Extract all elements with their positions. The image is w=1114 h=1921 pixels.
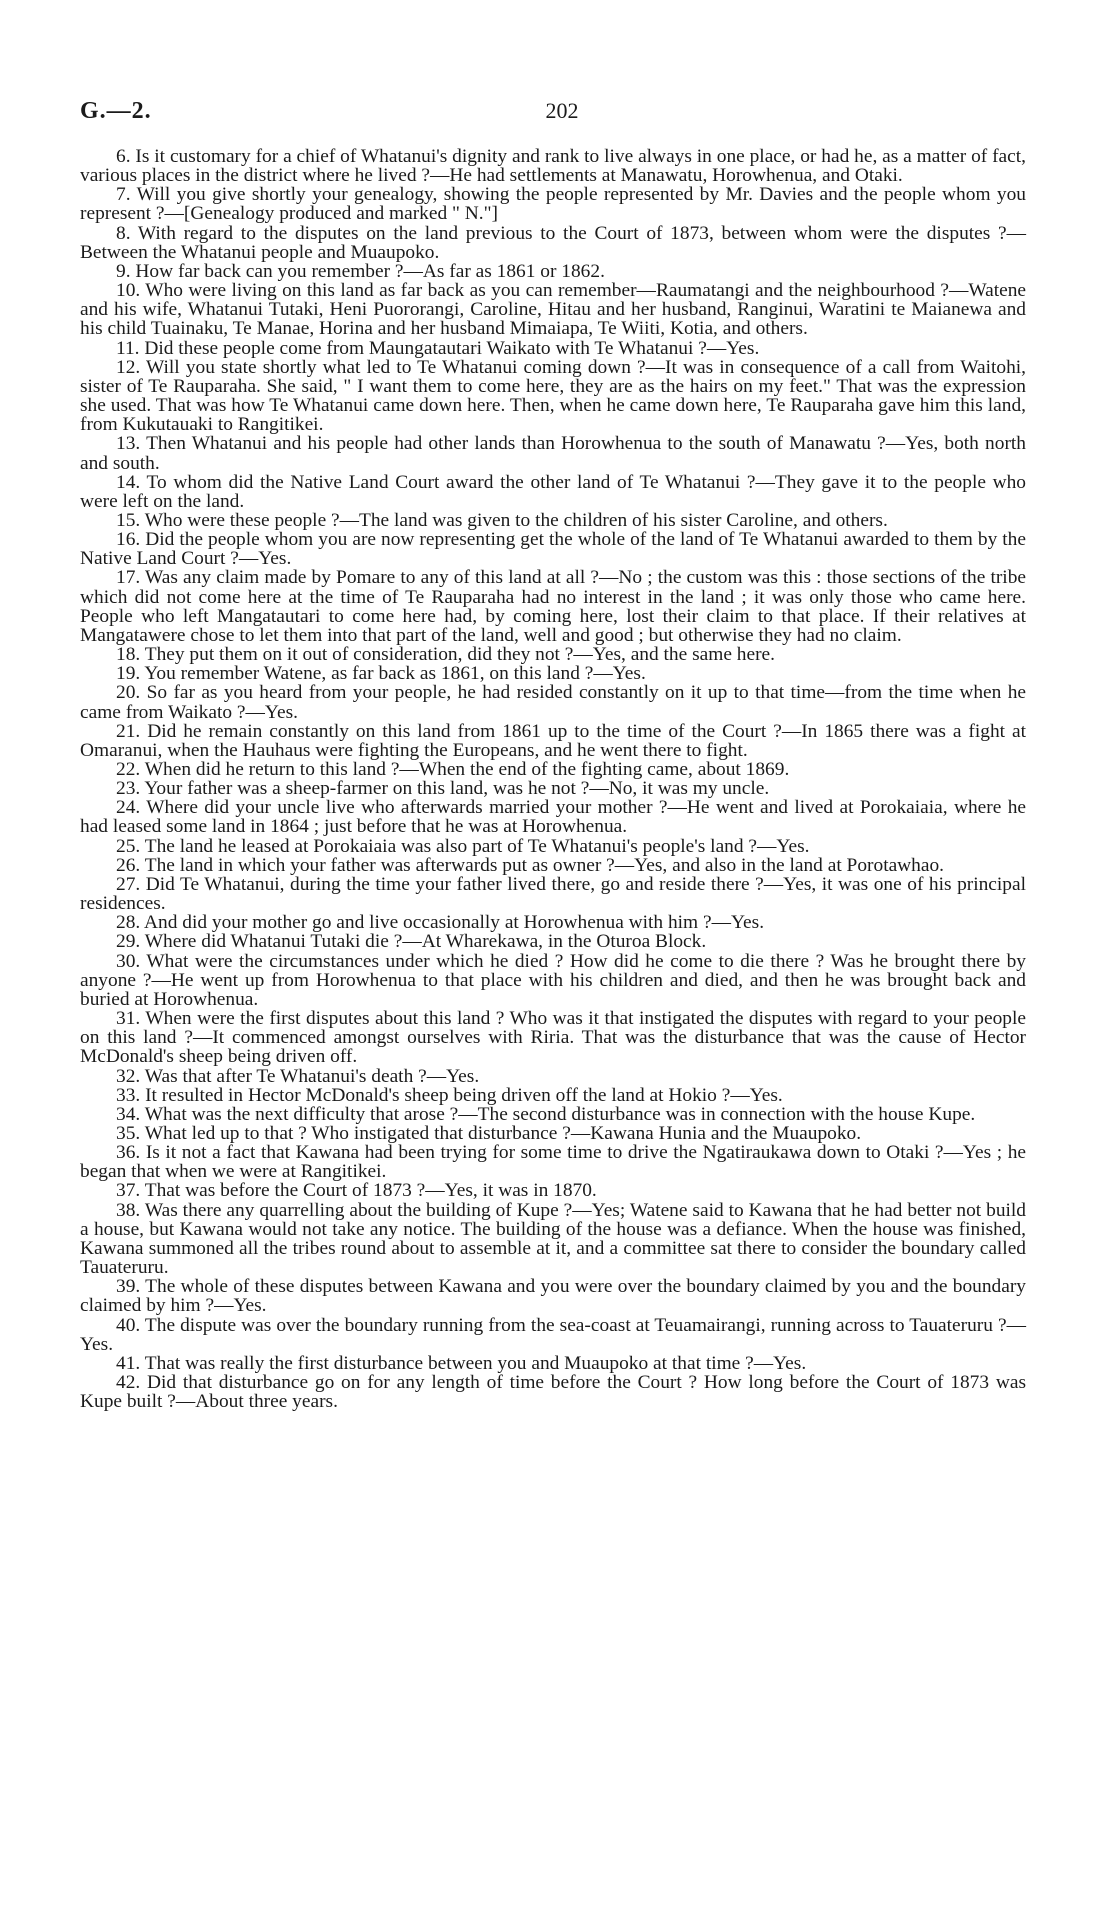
paragraph-q25: 25. The land he leased at Porokaiaia was also part of Te Whatanui's people's land ?—Yes. bbox=[116, 835, 810, 857]
paragraph-q32: 32. Was that after Te Whatanui's death ?—Yes. bbox=[116, 1065, 480, 1087]
paragraph-q23: 23. Your father was a sheep-farmer on this land, was he not ?—No, it was my uncle. bbox=[116, 778, 770, 800]
paragraph-q31: 31. When were the first disputes about this land ? Who was it that instigated the disputes with regard to your people on this land ?—It commenced amongst ourselves with Riria. That was the disturbance that was the cause of Hector McDonald's sheep being driven off. bbox=[80, 1008, 1026, 1068]
paragraph-q29: 29. Where did Whatanui Tutaki die ?—At Wharekawa, in the Oturoa Block. bbox=[116, 931, 707, 953]
paragraph-q39: 39. The whole of these disputes between Kawana and you were over the boundary claimed by you and the boundary claimed by him ?—Yes. bbox=[80, 1276, 1026, 1317]
paragraph-q22: 22. When did he return to this land ?—When the end of the fighting came, about 1869. bbox=[116, 759, 790, 780]
paragraph-q16: 16. Did the people whom you are now representing get the whole of the land of Te Whatanui awarded to them by the Native Land Court ?—Yes. bbox=[80, 529, 1026, 570]
paragraph-q13: 13. Then Whatanui and his people had other lands than Horowhenua to the south of Manawatu ?—Yes, both north and south. bbox=[80, 433, 1026, 474]
paragraph-q33: 33. It resulted in Hector McDonald's sheep being driven off the land at Hokio ?—Yes. bbox=[116, 1084, 783, 1106]
paragraph-q27: 27. Did Te Whatanui, during the time your father lived there, go and reside there ?—Yes, it was one of his principal residences. bbox=[80, 873, 1026, 915]
testimony-body bbox=[80, 147, 1026, 1411]
paragraph-q34: 34. What was the next difficulty that arose ?—The second disturbance was in connection with the house Kupe. bbox=[116, 1103, 976, 1125]
paragraph-q37: 37. That was before the Court of 1873 ?—Yes, it was in 1870. bbox=[116, 1180, 597, 1202]
paragraph-q7: 7. Will you give shortly your genealogy, showing the people represented by Mr. Davies and the people whom you represent ?—[Genealogy produced and marked " N."] bbox=[80, 184, 1026, 225]
paragraph-q18: 18. They put them on it out of consideration, did they not ?—Yes, and the same here. bbox=[116, 644, 775, 666]
paragraph-q30: 30. What were the circumstances under which he died ? How did he come to die there ? Was he brought there by anyone ?—He went up from Horowhenua to that place with his children and died, and then he was brought back and buried at Horowhenua. bbox=[80, 950, 1026, 1010]
paragraph-q21: 21. Did he remain constantly on this land from 1861 up to the time of the Court ?—In 1865 there was a fight at Omaranui, when the Hauhaus were fighting the Europeans, and he went there to fight. bbox=[80, 720, 1026, 761]
paragraph-q12: 12. Will you state shortly what led to Te Whatanui coming down ?—It was in consequence of a call from Waitohi, sister of Te Rauparaha. She said, " I want them to come here, they are as the hairs on my feet." That was the expression she used. That was how Te Whatanui came down here. Then, when he came down here, Te Rauparaha gave him this land, from Kukutauaki to Rangitikei. bbox=[80, 356, 1026, 436]
paragraph-q28: 28. And did your mother go and live occasionally at Horowhenua with him ?—Yes. bbox=[116, 912, 765, 934]
document-reference: G.—2. bbox=[80, 98, 152, 124]
paragraph-q9: 9. How far back can you remember ?—As far as 1861 or 1862. bbox=[116, 260, 605, 282]
paragraph-q41: 41. That was really the first disturbance between you and Muaupoko at that time ?—Yes. bbox=[116, 1352, 807, 1374]
paragraph-q42: 42. Did that disturbance go on for any length of time before the Court ? How long before the Court of 1873 was Kupe built ?—About three years. bbox=[80, 1372, 1026, 1413]
paragraph-q19: 19. You remember Watene, as far back as 1861, on this land ?—Yes. bbox=[116, 663, 646, 685]
paragraph-q6: 6. Is it customary for a chief of Whatanui's dignity and rank to live always in one place, or had he, as a matter of fact, various places in the district where he lived ?—He had settlements at Manawatu, Horowhenua, and Otaki. bbox=[80, 146, 1026, 187]
paragraph-q20: 20. So far as you heard from your people, he had resided constantly on it up to that time—from the time when he came from Waikato ?—Yes. bbox=[80, 682, 1026, 723]
page-header bbox=[0, 98, 1114, 132]
paragraph-q35: 35. What led up to that ? Who instigated that disturbance ?—Kawana Hunia and the Muaupoko. bbox=[116, 1122, 862, 1144]
paragraph-q38: 38. Was there any quarrelling about the building of Kupe ?—Yes; Watene said to Kawana that he had better not build a house, but Kawana would not take any notice. The building of the house was a defiance. When the house was finished, Kawana summoned all the tribes round about to assemble at it, and a committee sat there to consider the boundary called Tauateruru. bbox=[80, 1199, 1026, 1279]
paragraph-q17: 17. Was any claim made by Pomare to any of this land at all ?—No ; the custom was this : those sections of the tribe which did not come here at the time of Te Rauparaha had no interest in the land ; it was only those who came here. People who left Mangatautari to come here had, by coming here, lost their claim to that place. If their relatives at Mangatawere chose to let them into that part of the land, well and good ; but otherwise they had no claim. bbox=[80, 567, 1026, 646]
page-number: 202 bbox=[545, 98, 579, 123]
paragraph-q36: 36. Is it not a fact that Kawana had been trying for some time to drive the Ngatiraukawa down to Otaki ?—Yes ; he began that when we were at Rangitikei. bbox=[80, 1142, 1026, 1183]
paragraph-q40: 40. The dispute was over the boundary running from the sea-coast at Teuamairangi, running across to Tauateruru ?—Yes. bbox=[80, 1314, 1026, 1355]
paragraph-q24: 24. Where did your uncle live who afterwards married your mother ?—He went and lived at Porokaiaia, where he had leased some land in 1864 ; just before that he was at Horowhenua. bbox=[80, 797, 1026, 838]
paragraph-q10: 10. Who were living on this land as far back as you can remember—Raumatangi and the neighbourhood ?—Watene and his wife, Whatanui Tutaki, Heni Puororangi, Caroline, Hitau and her husband, Ranginui, Waratini te Maianewa and his child Tuainaku, Te Manae, Horina and her husband Mimaiapa, Te Wiiti, Kotia, and others. bbox=[80, 280, 1026, 340]
paragraph-q11: 11. Did these people come from Maungatautari Waikato with Te Whatanui ?—Yes. bbox=[116, 337, 760, 359]
paragraph-q8: 8. With regard to the disputes on the land previous to the Court of 1873, between whom were the disputes ?—Between the Whatanui people and Muaupoko. bbox=[80, 222, 1026, 263]
paragraph-q26: 26. The land in which your father was afterwards put as owner ?—Yes, and also in the land at Porotawhao. bbox=[116, 854, 945, 876]
paragraph-q14: 14. To whom did the Native Land Court award the other land of Te Whatanui ?—They gave it to the people who were left on the land. bbox=[80, 471, 1026, 512]
paragraph-q15: 15. Who were these people ?—The land was given to the children of his sister Caroline, and others. bbox=[116, 509, 888, 531]
